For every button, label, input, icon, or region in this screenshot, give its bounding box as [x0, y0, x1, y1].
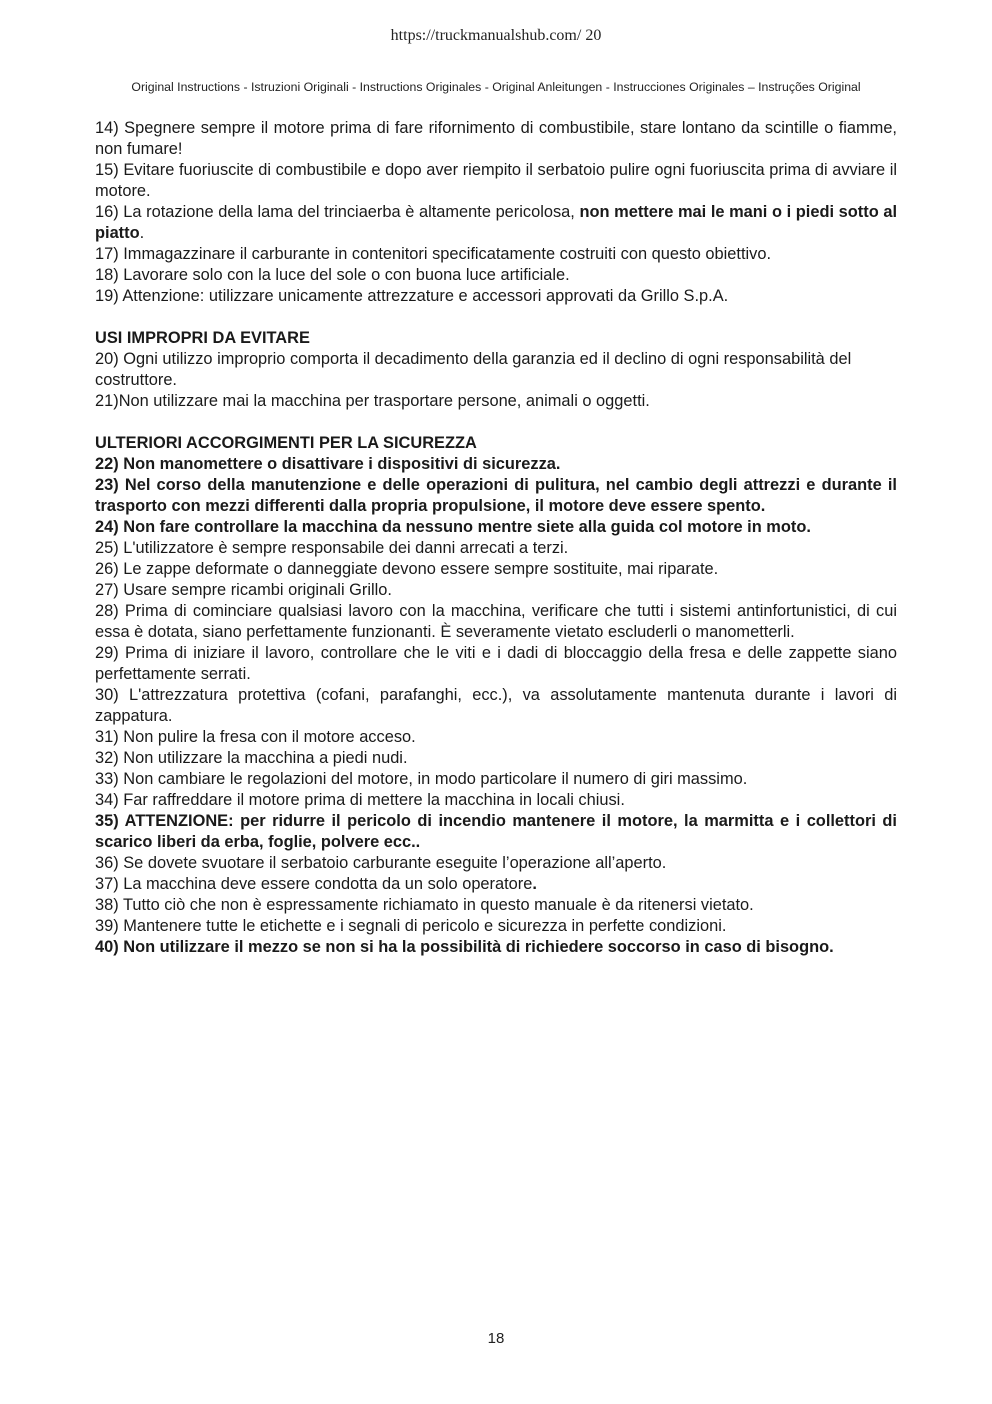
rule-40: 40) Non utilizzare il mezzo se non si ha la possibilità di richiedere soccorso in caso di bisogno. — [95, 938, 834, 956]
rule-22: 22) Non manomettere o disattivare i dispositivi di sicurezza. — [95, 455, 561, 473]
rule-18: 18) Lavorare solo con la luce del sole o con buona luce artificiale. — [95, 266, 570, 284]
rule-15: 15) Evitare fuoriuscite di combustibile e dopo aver riempito il serbatoio pulire ogni fuoriuscita prima di avviare il motore. — [95, 161, 897, 200]
rule-23: 23) Nel corso della manutenzione e delle operazioni di pulitura, nel cambio degli attrezzi e durante il trasporto con mezzi differenti dalla propria propulsione, il motore deve essere spento. — [95, 476, 897, 515]
rule-37-end: . — [532, 875, 537, 893]
rule-29: 29) Prima di iniziare il lavoro, controllare che le viti e i dadi di bloccaggio della fresa e delle zappette siano perfettamente serrati. — [95, 644, 897, 683]
rule-16 — [95, 202, 897, 244]
rule-28: 28) Prima di cominciare qualsiasi lavoro con la macchina, verificare che tutti i sistemi antinfortunistici, di cui essa è dotata, siano perfettamente funzionanti. È severamente vietato escluderli o manometterli. — [95, 602, 897, 641]
rule-32: 32) Non utilizzare la macchina a piedi nudi. — [95, 749, 408, 767]
rule-25: 25) L'utilizzatore è sempre responsabile dei danni arrecati a terzi. — [95, 539, 569, 557]
rule-36: 36) Se dovete svuotare il serbatoio carburante eseguite l’operazione all’aperto. — [95, 854, 667, 872]
rule-19: 19) Attenzione: utilizzare unicamente attrezzature e accessori approvati da Grillo S.p.A. — [95, 287, 729, 305]
rule-16-text: 16) La rotazione della lama del trinciaerba è altamente pericolosa, — [95, 203, 580, 221]
rule-14: 14) Spegnere sempre il motore prima di fare rifornimento di combustibile, stare lontano da scintille o fiamme, non fumare! — [95, 119, 897, 158]
rule-37 — [95, 874, 897, 895]
running-header: Original Instructions - Istruzioni Originali - Instructions Originales - Original Anleitungen - Instrucciones Originales – Instruções Original — [131, 80, 861, 94]
rule-37-text: 37) La macchina deve essere condotta da un solo operatore — [95, 875, 533, 893]
rule-20: 20) Ogni utilizzo improprio comporta il decadimento della garanzia ed il declino di ogni responsabilità del costruttore. — [95, 350, 852, 389]
section-heading-safety: ULTERIORI ACCORGIMENTI PER LA SICUREZZA — [95, 434, 477, 452]
rule-34: 34) Far raffreddare il motore prima di mettere la macchina in locali chiusi. — [95, 791, 625, 809]
rule-35: 35) ATTENZIONE: per ridurre il pericolo di incendio mantenere il motore, la marmitta e i collettori di scarico liberi da erba, foglie, polvere ecc.. — [95, 812, 897, 851]
rule-31: 31) Non pulire la fresa con il motore acceso. — [95, 728, 416, 746]
manual-body — [95, 118, 897, 958]
rule-26: 26) Le zappe deformate o danneggiate devono essere sempre sostituite, mai riparate. — [95, 560, 719, 578]
spacer — [95, 307, 897, 328]
rule-16-emphasis: non mettere mai le mani o i piedi sotto al piatto — [95, 203, 897, 242]
rule-38: 38) Tutto ciò che non è espressamente richiamato in questo manuale è da ritenersi vietato. — [95, 896, 754, 914]
rule-33: 33) Non cambiare le regolazioni del motore, in modo particolare il numero di giri massimo. — [95, 770, 748, 788]
rule-30: 30) L'attrezzatura protettiva (cofani, parafanghi, ecc.), va assolutamente mantenuta durante i lavori di zappatura. — [95, 686, 897, 725]
spacer — [95, 412, 897, 433]
rule-21: 21)Non utilizzare mai la macchina per trasportare persone, animali o oggetti. — [95, 392, 650, 410]
rule-17: 17) Immagazzinare il carburante in contenitori specificatamente costruiti con questo obiettivo. — [95, 245, 772, 263]
source-url: https://truckmanualshub.com/ 20 — [390, 27, 602, 44]
rule-24: 24) Non fare controllare la macchina da nessuno mentre siete alla guida col motore in moto. — [95, 518, 811, 536]
rule-27: 27) Usare sempre ricambi originali Grillo. — [95, 581, 392, 599]
page-number: 18 — [487, 1330, 505, 1347]
rule-16-end: . — [139, 224, 145, 242]
rule-39: 39) Mantenere tutte le etichette e i segnali di pericolo e sicurezza in perfette condizioni. — [95, 917, 727, 935]
section-heading-improper-use: USI IMPROPRI DA EVITARE — [95, 329, 310, 347]
